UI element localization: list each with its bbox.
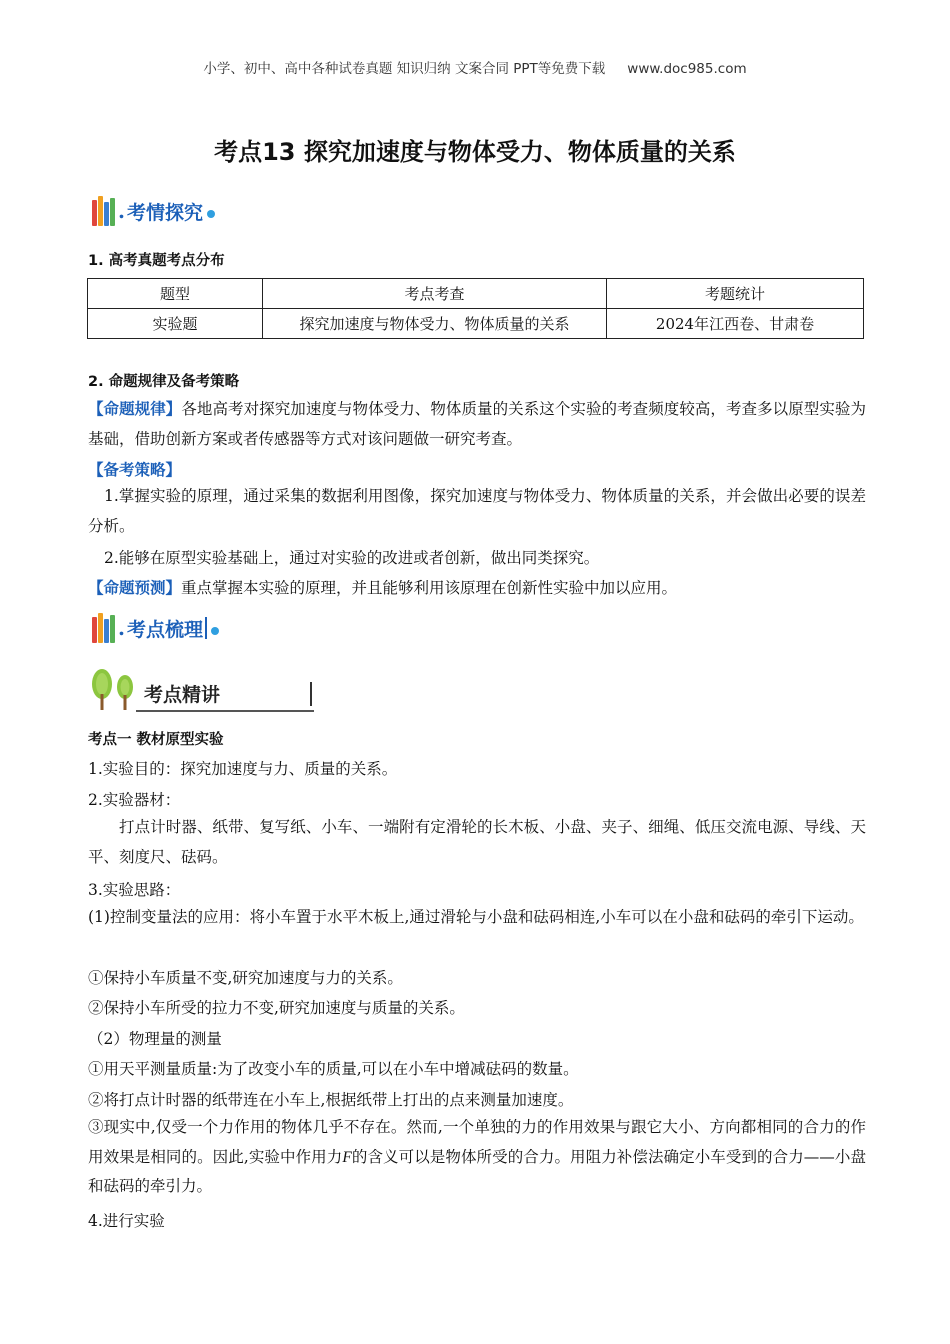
kaodian1-idea-2: （2）物理量的测量 [88,1030,222,1048]
table-header-cell: 题型 [88,279,263,309]
kaodian1-step-label: 4.进行实验 [88,1212,165,1230]
section2-heading: 2. 命题规律及备考策略 [88,374,240,390]
table-header-cell: 考题统计 [607,279,864,309]
kaodian1-idea-label: 3.实验思路： [88,881,181,899]
table-row [88,309,864,339]
measure-3-text-a: ③现实中,仅受一个力作用的物体几乎不存在。然而,一个单独的力的作用效果与跟它大小、方向都相同的合力的作用效果是相同的。因此,实验中作用力 [88,1118,866,1166]
exam-distribution-table [87,278,864,339]
books-icon [92,196,116,226]
predict-text: 重点掌握本实验的原理，并且能够利用该原理在创新性实验中加以应用。 [181,579,678,597]
table-cell: 实验题 [88,309,263,339]
bullet-icon [207,210,215,218]
banner-kaoqing: . 考情探究 [92,196,215,226]
predict-tag: 【命题预测】 [88,579,182,597]
bullet-icon [211,627,219,635]
table-cell: 探究加速度与物体受力、物体质量的关系 [263,309,607,339]
rule-text: 各地高考对探究加速度与物体受力、物体质量的关系这个实验的考查频度较高，考查多以原型实验为基础，借助创新方案或者传感器等方式对该问题做一研究考查。 [88,400,866,448]
kaodian1-equip-text: 打点计时器、纸带、复写纸、小车、一端附有定滑轮的长木板、小盘、夹子、细绳、低压交流电源、导线、天平、刻度尺、砝码。 [88,818,866,866]
banner-kaodian-shuli-label: 考点梳理 [126,618,203,641]
predict-line [88,576,677,598]
strategy-tag-line [88,458,181,480]
measure-3-text-b: 的含义可以是物体所受的合力。用阻力补偿法确定小车受到的合力——小盘和砝码的牵引力。 [88,1147,866,1195]
page-title: 考点13 探究加速度与物体受力、物体质量的关系 [214,138,736,166]
kaodian1-idea-1b: ②保持小车所受的拉力不变,研究加速度与质量的关系。 [88,999,465,1017]
kaodian1-idea-1a: ①保持小车质量不变,研究加速度与力的关系。 [88,969,403,987]
strategy-tag: 【备考策略】 [88,461,182,479]
rule-paragraph [88,395,866,454]
table-header-row [88,279,864,309]
kaodian1-measure-3 [88,1113,866,1202]
banner-kaodian-shuli: . 考点梳理 [92,613,219,643]
kaodian1-idea-1: (1)控制变量法的应用：将小车置于水平木板上,通过滑轮与小盘和砝码相连,小车可以在小盘和砝码的牵引下运动。 [88,908,864,926]
kaodian1-measure-2: ②将打点计时器的纸带连在小车上,根据纸带上打出的点来测量加速度。 [88,1091,574,1109]
table-cell: 2024年江西卷、甘肃卷 [607,309,864,339]
kaodian1-purpose: 1.实验目的：探究加速度与力、质量的关系。 [88,760,398,778]
banner-kaodian-jingjiang [88,668,248,714]
header-text: 小学、初中、高中各种试卷真题 知识归纳 文案合同 PPT等免费下载 [203,61,606,77]
header-site-link[interactable]: www.doc985.com [627,61,747,77]
page-header [0,57,950,77]
strategy-2: 2.能够在原型实验基础上，通过对实验的改进或者创新，做出同类探究。 [104,549,600,567]
table-header-cell: 考点考查 [263,279,607,309]
banner-kaoqing-label: 考情探究 [126,201,203,224]
kaodian1-heading: 考点一 教材原型实验 [88,732,224,748]
section1-heading: 1. 高考真题考点分布 [88,253,225,269]
banner-kaodian-jingjiang-label: 考点精讲 [144,684,221,706]
tree-icon [88,668,140,712]
kaodian1-equip-label: 2.实验器材： [88,791,181,809]
measure-3-var: F [342,1148,352,1166]
strategy-1: 1.掌握实验的原理，通过采集的数据利用图像，探究加速度与物体受力、物体质量的关系，并会做出必要的误差分析。 [88,487,866,535]
kaodian1-measure-1: ①用天平测量质量:为了改变小车的质量,可以在小车中增减砝码的数量。 [88,1060,579,1078]
rule-tag: 【命题规律】 [88,400,182,418]
books-icon [92,613,116,643]
divider [136,710,314,712]
